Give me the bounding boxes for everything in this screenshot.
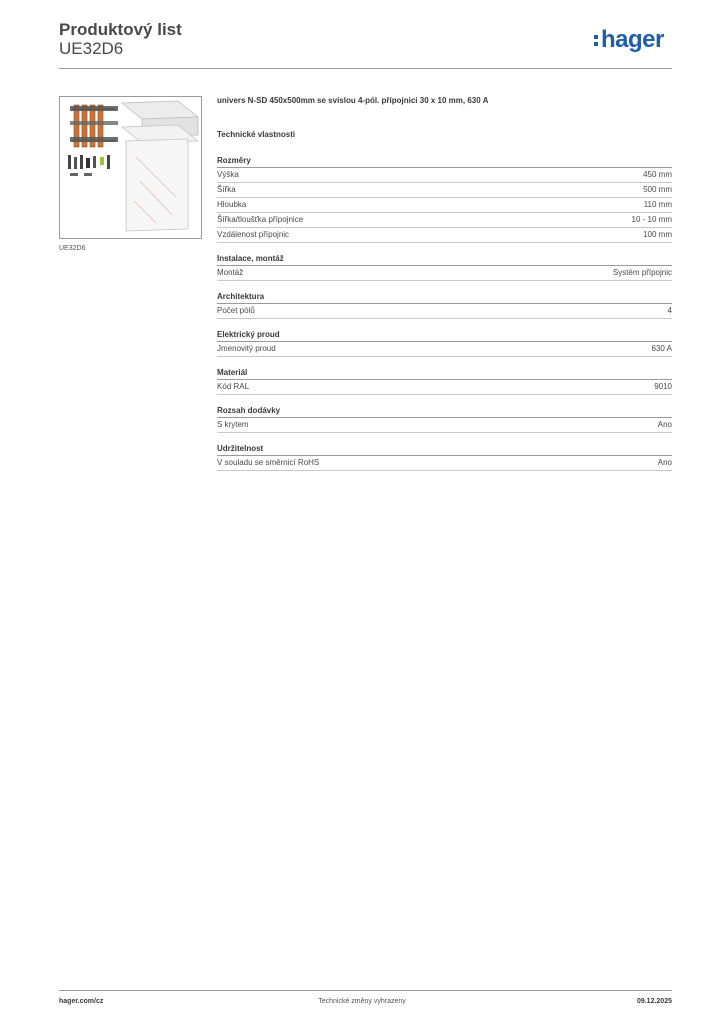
spec-value: Systém přípojnic	[612, 268, 672, 277]
spec-value: Ano	[657, 458, 672, 467]
spec-section	[217, 291, 672, 319]
spec-label: Montáž	[217, 268, 244, 277]
product-image	[59, 96, 202, 239]
spec-row	[217, 183, 672, 198]
spec-value: 10 - 10 mm	[631, 215, 672, 224]
spec-row	[217, 342, 672, 357]
spec-row	[217, 418, 672, 433]
spec-section-title: Instalace, montáž	[217, 253, 672, 266]
spec-value: Ano	[657, 420, 672, 429]
spec-row	[217, 213, 672, 228]
product-description: univers N-SD 450x500mm se svislou 4-pól. přípojnicí 30 x 10 mm, 630 A	[217, 96, 489, 105]
spec-value: 100 mm	[643, 230, 672, 239]
spec-row	[217, 266, 672, 281]
spec-label: Jmenovitý proud	[217, 344, 276, 353]
busbar-assembly-icon	[70, 105, 118, 147]
footer-divider	[59, 990, 672, 991]
spec-section	[217, 405, 672, 433]
spec-row	[217, 228, 672, 243]
footer-date: 09.12.2025	[636, 998, 672, 1005]
spec-value: 110 mm	[643, 200, 672, 209]
spec-label: Počet pólů	[217, 306, 255, 315]
accessories-icon	[68, 155, 110, 176]
technical-properties-heading: Technické vlastnosti	[217, 130, 296, 139]
spec-label: Vzdálenost přípojnic	[217, 230, 290, 239]
spec-section	[217, 253, 672, 281]
spec-section-title: Elektrický proud	[217, 329, 672, 342]
spec-label: S krytem	[217, 420, 249, 429]
spec-value: 450 mm	[643, 170, 672, 179]
spec-value: 500 mm	[643, 185, 672, 194]
spec-section	[217, 367, 672, 395]
spec-label: Kód RAL	[217, 382, 250, 391]
spec-value: 9010	[654, 382, 672, 391]
product-code: UE32D6	[59, 39, 124, 58]
spec-section-title: Udržitelnost	[217, 443, 672, 456]
header-divider	[59, 68, 672, 69]
spec-section	[217, 155, 672, 243]
image-caption: UE32D6	[59, 245, 86, 252]
spec-label: Výška	[217, 170, 239, 179]
spec-row	[217, 198, 672, 213]
logo-dot-top	[594, 35, 598, 39]
spec-section-title: Materiál	[217, 367, 672, 380]
spec-section	[217, 329, 672, 357]
spec-section	[217, 443, 672, 471]
product-illustration	[60, 97, 201, 238]
spec-label: V souladu se směrnicí RoHS	[217, 458, 320, 467]
logo-text: hager	[601, 26, 664, 53]
spec-label: Šířka/tloušťka přípojnice	[217, 215, 304, 224]
footer-notice: Technické změny vyhrazeny	[318, 998, 406, 1005]
spec-section-title: Rozsah dodávky	[217, 405, 672, 418]
footer-website-link[interactable]: hager.com/cz	[59, 998, 104, 1005]
spec-section-title: Rozměry	[217, 155, 672, 168]
spec-value: 4	[667, 306, 672, 315]
spec-value: 630 A	[651, 344, 672, 353]
spec-row	[217, 456, 672, 471]
spec-label: Hloubka	[217, 200, 247, 209]
logo-dot-bottom	[594, 42, 598, 46]
spec-row	[217, 380, 672, 395]
spec-label: Šířka	[217, 185, 236, 194]
spec-table	[217, 155, 672, 481]
spec-row	[217, 168, 672, 183]
spec-section-title: Architektura	[217, 291, 672, 304]
page-title: Produktový list	[59, 20, 182, 39]
cover-plates-icon	[122, 101, 198, 231]
spec-row	[217, 304, 672, 319]
